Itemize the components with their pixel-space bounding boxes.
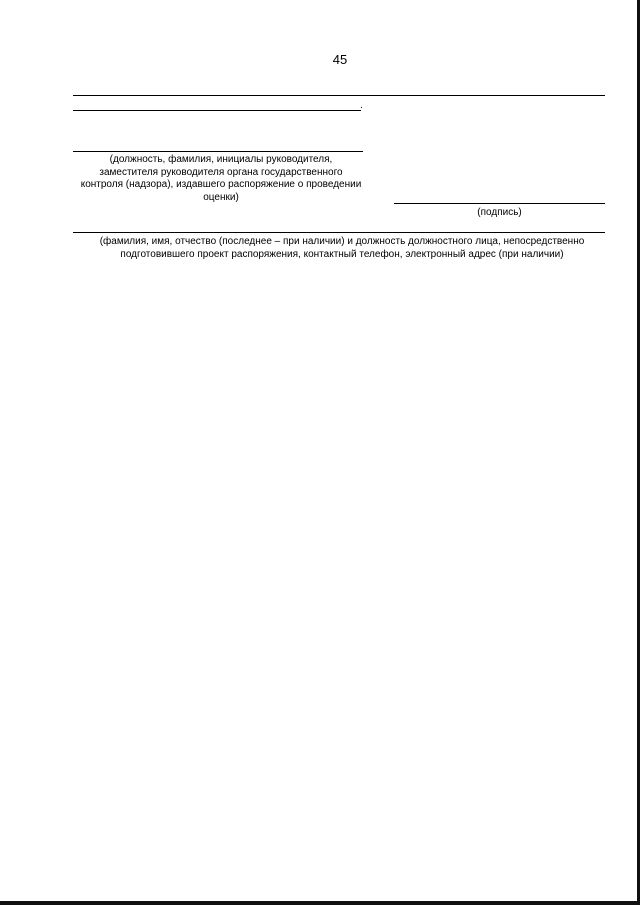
preparer-line <box>73 232 605 233</box>
signature-caption: (подпись) <box>477 207 522 218</box>
page-number: 45 <box>332 52 348 67</box>
official-line-2 <box>73 151 363 152</box>
trailing-dot: . <box>360 100 363 111</box>
top-line <box>73 95 605 96</box>
preparer-caption: (фамилия, имя, отчество (последнее – при наличии) и должность должностного лица, непосредственно подготовившего проект распоряжения, контактный телефон, электронный адрес (при наличии) <box>99 236 585 260</box>
scan-edge-bottom <box>0 901 640 905</box>
official-caption: (должность, фамилия, инициалы руководителя, заместителя руководителя органа государственного контроля (надзора), издавшего распоряжение о проведении оценки) <box>80 154 362 203</box>
official-line-1 <box>73 110 361 111</box>
signature-line <box>394 203 605 204</box>
